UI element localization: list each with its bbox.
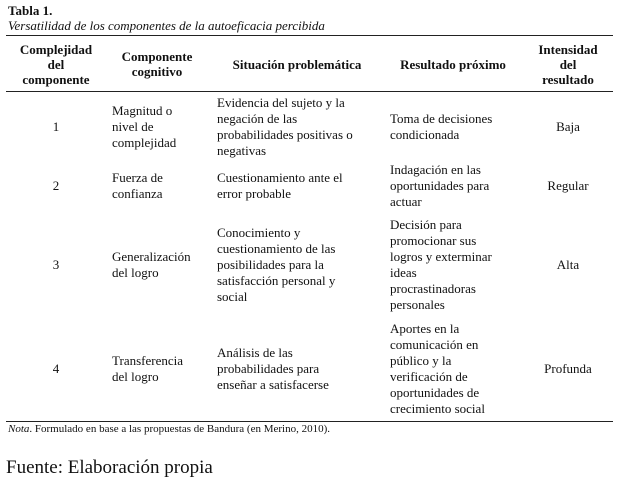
- row2-componente: [112, 161, 210, 211]
- row1-componente-text: Magnitud o nivel de complejidad: [112, 103, 177, 150]
- row2-resultado-text: Indagación en las oportunidades para actuar: [390, 162, 490, 209]
- header-complejidad-label: Complejidad del componente: [19, 41, 93, 87]
- row2-situacion-text: Cuestionamiento ante el error probable: [217, 170, 343, 201]
- row4-componente: [112, 318, 210, 420]
- row3-intensidad: [526, 214, 610, 316]
- row1-resultado-text: Toma de decisiones condicionada: [390, 111, 493, 142]
- row3-situacion: [217, 214, 385, 316]
- header-componente-label: Componente cognitivo: [121, 49, 193, 79]
- row3-resultado: [390, 214, 524, 316]
- row4-situacion: [217, 318, 385, 420]
- row1-intensidad: [526, 94, 610, 160]
- row1-num: [8, 94, 104, 160]
- row3-situacion-text: Conocimiento y cuestionamiento de las posibilidades para la satisfacción personal y social: [217, 225, 336, 304]
- row4-intensidad: [526, 318, 610, 420]
- row3-intensidad-text: Alta: [556, 257, 580, 272]
- row4-componente-text: Transferencia del logro: [112, 353, 183, 384]
- header-situacion-label: Situación problemática: [232, 56, 362, 72]
- row4-num: [8, 318, 104, 420]
- header-componente: [108, 37, 206, 91]
- note-text: . Formulado en base a las propuestas de Bandura (en Merino, 2010).: [29, 423, 330, 435]
- table-label: Tabla 1.: [8, 3, 53, 18]
- row3-resultado-text: Decisión para promocionar sus logros y exterminar ideas procrastinadoras personales: [390, 217, 492, 312]
- row1-resultado: [390, 94, 524, 160]
- table-note: [8, 423, 330, 436]
- header-resultado: [386, 37, 520, 91]
- bottom-rule: [6, 421, 613, 422]
- header-intensidad: [526, 37, 610, 91]
- header-resultado-label: Resultado próximo: [400, 56, 506, 72]
- row3-componente-text: Generalización del logro: [112, 249, 191, 280]
- header-situacion: [212, 37, 382, 91]
- row4-situacion-text: Análisis de las probabilidades para enseñar a satisfacerse: [217, 345, 329, 392]
- row2-intensidad-text: Regular: [547, 178, 589, 193]
- top-rule: [6, 35, 613, 36]
- row2-num-text: 2: [52, 178, 60, 193]
- row1-situacion-text: Evidencia del sujeto y la negación de las probabilidades positivas o negativas: [217, 95, 353, 158]
- table-title: Versatilidad de los componentes de la autoeficacia percibida: [8, 18, 325, 33]
- header-intensidad-label: Intensidad del resultado: [538, 41, 598, 87]
- source-caption: Fuente: Elaboración propia: [6, 457, 213, 478]
- row4-resultado: [390, 318, 524, 420]
- note-label: Nota: [8, 423, 30, 435]
- row1-intensidad-text: Baja: [556, 119, 580, 134]
- row2-intensidad: [526, 161, 610, 211]
- row2-num: [8, 161, 104, 211]
- header-complejidad: [8, 37, 104, 91]
- row2-situacion: [217, 161, 385, 211]
- row3-num: [8, 214, 104, 316]
- row2-resultado: [390, 161, 524, 211]
- row4-resultado-text: Aportes en la comunicación en público y la verificación de oportunidades de crecimiento social: [390, 321, 485, 416]
- row3-num-text: 3: [52, 257, 60, 272]
- row1-situacion: [217, 94, 385, 160]
- row1-componente: [112, 94, 210, 160]
- row2-componente-text: Fuerza de confianza: [112, 170, 163, 201]
- header-rule: [6, 91, 613, 92]
- row1-num-text: 1: [52, 119, 60, 134]
- row4-num-text: 4: [52, 361, 60, 376]
- row3-componente: [112, 214, 210, 316]
- row4-intensidad-text: Profunda: [544, 361, 592, 376]
